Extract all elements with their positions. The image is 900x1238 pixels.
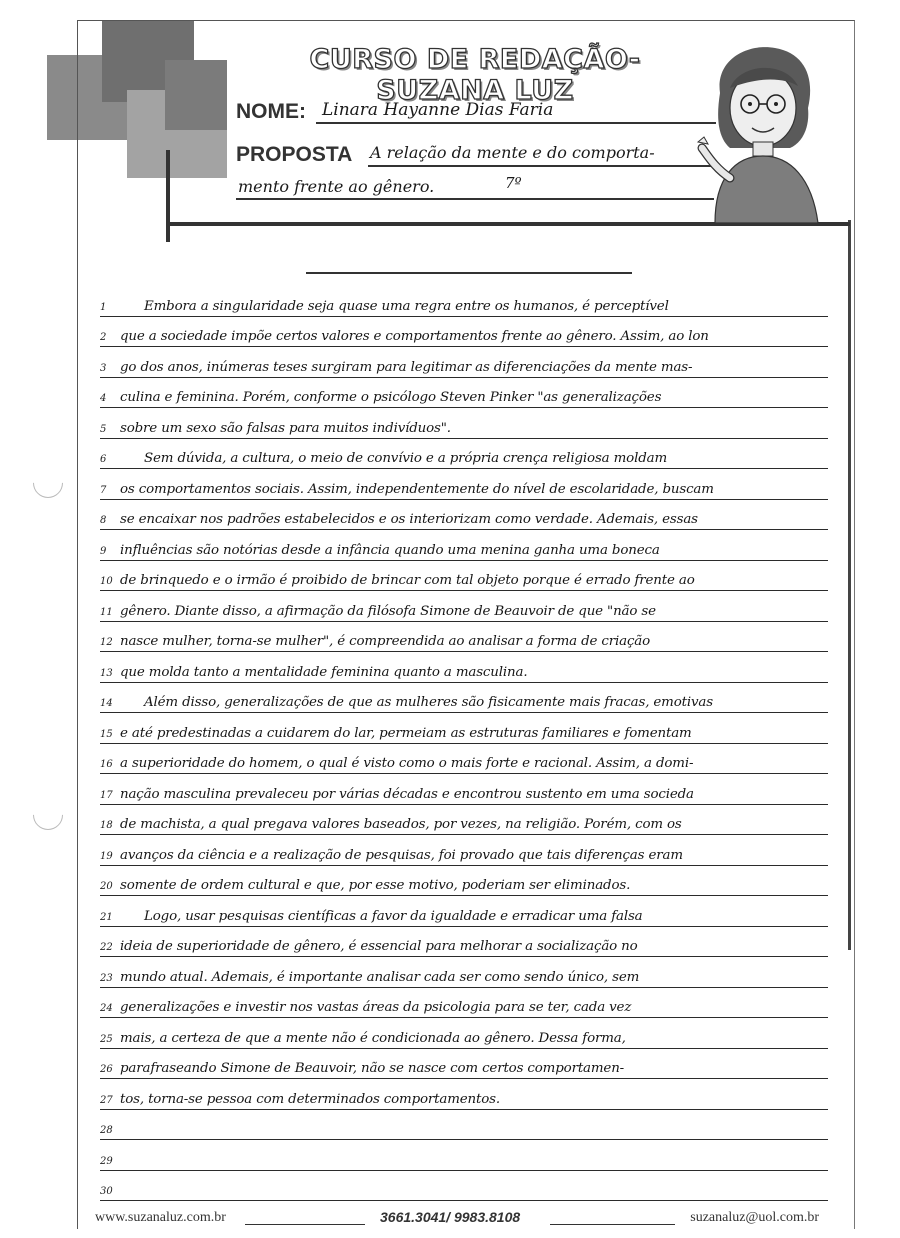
line-text: culina e feminina. Porém, conforme o psicólogo Steven Pinker "as generalizações (120, 390, 662, 405)
essay-line (100, 1049, 828, 1080)
punch-hole-mark (27, 462, 69, 504)
teacher-caricature-icon (690, 38, 840, 223)
line-text (120, 1168, 828, 1170)
frame-right-bar (848, 220, 851, 950)
essay-line (100, 713, 828, 744)
essay-line (100, 286, 828, 317)
essay-line (100, 591, 828, 622)
line-text: ideia de superioridade de gênero, é essencial para melhorar a socialização no (120, 939, 638, 954)
nome-underline (316, 122, 716, 124)
line-text: nação masculina prevaleceu por várias décadas e encontrou sustento em uma socieda (120, 786, 694, 802)
line-text: tos, torna-se pessoa com determinados comportamentos. (120, 1091, 500, 1107)
line-number: 19 (100, 850, 113, 862)
footer (95, 1208, 825, 1228)
essay-line (100, 1018, 828, 1049)
essay-line (100, 1079, 828, 1110)
proposta-value-line1: A relação da mente e do comporta- (370, 143, 655, 162)
essay-line (100, 835, 828, 866)
line-text: os comportamentos sociais. Assim, independentemente do nível de escolaridade, buscam (120, 481, 714, 497)
line-text: Sem dúvida, a cultura, o meio de convívio e a própria crença religiosa moldam (144, 451, 668, 466)
line-number: 14 (100, 698, 113, 709)
line-number: 30 (100, 1186, 113, 1197)
footer-email: suzanaluz@uol.com.br (690, 1210, 819, 1225)
nome-label: NOME: (236, 100, 306, 123)
essay-line (100, 1110, 828, 1141)
essay-line (100, 805, 828, 836)
line-number: 22 (100, 942, 113, 953)
essay-line (100, 1171, 828, 1202)
line-text: mais, a certeza de que a mente não é condicionada ao gênero. Dessa forma, (120, 1030, 626, 1046)
essay-line (100, 988, 828, 1019)
brand-title: CURSO DE REDAÇÃO-SUZANA LUZ (309, 44, 641, 106)
footer-rule (245, 1224, 365, 1225)
line-number: 27 (100, 1094, 113, 1106)
essay-line (100, 683, 828, 714)
footer-rule (550, 1224, 675, 1225)
footer-website: www.suzanaluz.com.br (95, 1210, 226, 1225)
line-text: generalizações e investir nos vastas áreas da psicologia para se ter, cada vez (120, 1000, 632, 1015)
line-number: 23 (100, 972, 113, 984)
line-number: 28 (100, 1125, 113, 1136)
line-number: 11 (100, 606, 113, 618)
line-text: e até predestinadas a cuidarem do lar, permeiam as estruturas familiares e fomentam (120, 725, 692, 741)
line-text: mundo atual. Ademais, é importante analisar cada ser como sendo único, sem (120, 969, 640, 985)
line-number: 3 (100, 362, 107, 374)
essay-body (100, 286, 828, 1201)
line-text: parafraseando Simone de Beauvoir, não se nasce com certos comportamen- (120, 1061, 625, 1076)
essay-line (100, 896, 828, 927)
header-vertical-rule (166, 150, 170, 242)
line-text (120, 1198, 828, 1200)
line-number: 29 (100, 1155, 113, 1167)
essay-line (100, 652, 828, 683)
line-text: de machista, a qual pregava valores baseados, por vezes, na religião. Porém, com os (120, 817, 682, 832)
line-text: Além disso, generalizações de que as mulheres são fisicamente mais fracas, emotivas (144, 695, 713, 710)
line-text: sobre um sexo são falsas para muitos indivíduos". (120, 420, 451, 436)
footer-phones: 3661.3041/ 9983.8108 (380, 1209, 521, 1225)
line-text: gênero. Diante disso, a afirmação da filósofa Simone de Beauvoir de que "não se (120, 603, 656, 619)
essay-line (100, 347, 828, 378)
line-number: 18 (100, 820, 113, 831)
proposta-label: PROPOSTA (236, 143, 353, 166)
essay-line (100, 378, 828, 409)
essay-line (100, 408, 828, 439)
essay-line (100, 500, 828, 531)
essay-line (100, 439, 828, 470)
line-number: 24 (100, 1003, 113, 1014)
line-text: que a sociedade impõe certos valores e comportamentos frente ao gênero. Assim, ao lon (120, 329, 709, 344)
essay-line (100, 561, 828, 592)
essay-line (100, 774, 828, 805)
line-number: 8 (100, 515, 107, 526)
proposta-value-line2: mento frente ao gênero. (238, 177, 435, 196)
line-number: 1 (100, 301, 107, 313)
line-text: Embora a singularidade seja quase uma regra entre os humanos, é perceptível (144, 298, 669, 314)
line-text: Logo, usar pesquisas científicas a favor da igualdade e erradicar uma falsa (144, 908, 643, 924)
proposta-underline-1 (368, 165, 714, 167)
line-number: 20 (100, 881, 113, 892)
line-text: avanços da ciência e a realização de pesquisas, foi provado que tais diferenças eram (120, 847, 683, 863)
essay-title-line (306, 272, 632, 274)
line-number: 15 (100, 728, 113, 740)
line-text: somente de ordem cultural e que, por esse motivo, poderiam ser eliminados. (120, 878, 631, 893)
line-number: 26 (100, 1064, 113, 1075)
essay-line (100, 622, 828, 653)
essay-line (100, 317, 828, 348)
line-number: 16 (100, 759, 113, 770)
line-text: go dos anos, inúmeras teses surgiram para legitimar as diferenciações da mente mas- (120, 359, 693, 375)
line-text: nasce mulher, torna-se mulher", é compreendida ao analisar a forma de criação (120, 634, 651, 649)
essay-line (100, 927, 828, 958)
line-text: a superioridade do homem, o qual é visto como o mais forte e racional. Assim, a domi- (120, 756, 694, 771)
line-number: 21 (100, 911, 113, 923)
line-number: 6 (100, 454, 107, 465)
proposta-underline-2 (236, 198, 714, 200)
punch-hole-mark (27, 794, 69, 836)
essay-line (100, 469, 828, 500)
line-text (120, 1137, 828, 1139)
line-text: se encaixar nos padrões estabelecidos e os interiorizam como verdade. Ademais, essas (120, 512, 698, 527)
line-number: 7 (100, 484, 107, 496)
essay-line (100, 866, 828, 897)
essay-line (100, 744, 828, 775)
line-number: 12 (100, 637, 113, 648)
line-number: 10 (100, 576, 113, 587)
line-text: de brinquedo e o irmão é proibido de brincar com tal objeto porque é errado frente ao (120, 573, 695, 588)
line-number: 5 (100, 423, 107, 435)
essay-line (100, 530, 828, 561)
line-number: 25 (100, 1033, 113, 1045)
line-number: 9 (100, 545, 107, 557)
proposta-number: 7º (505, 174, 522, 192)
line-number: 17 (100, 789, 113, 801)
line-number: 4 (100, 393, 107, 404)
line-text: influências são notórias desde a infância quando uma menina ganha uma boneca (120, 542, 660, 558)
nome-value: Linara Hayanne Dias Faria (322, 100, 554, 120)
essay-line (100, 957, 828, 988)
essay-line (100, 1140, 828, 1171)
line-number: 13 (100, 667, 113, 679)
line-number: 2 (100, 332, 107, 343)
line-text: que molda tanto a mentalidade feminina quanto a masculina. (120, 664, 528, 680)
